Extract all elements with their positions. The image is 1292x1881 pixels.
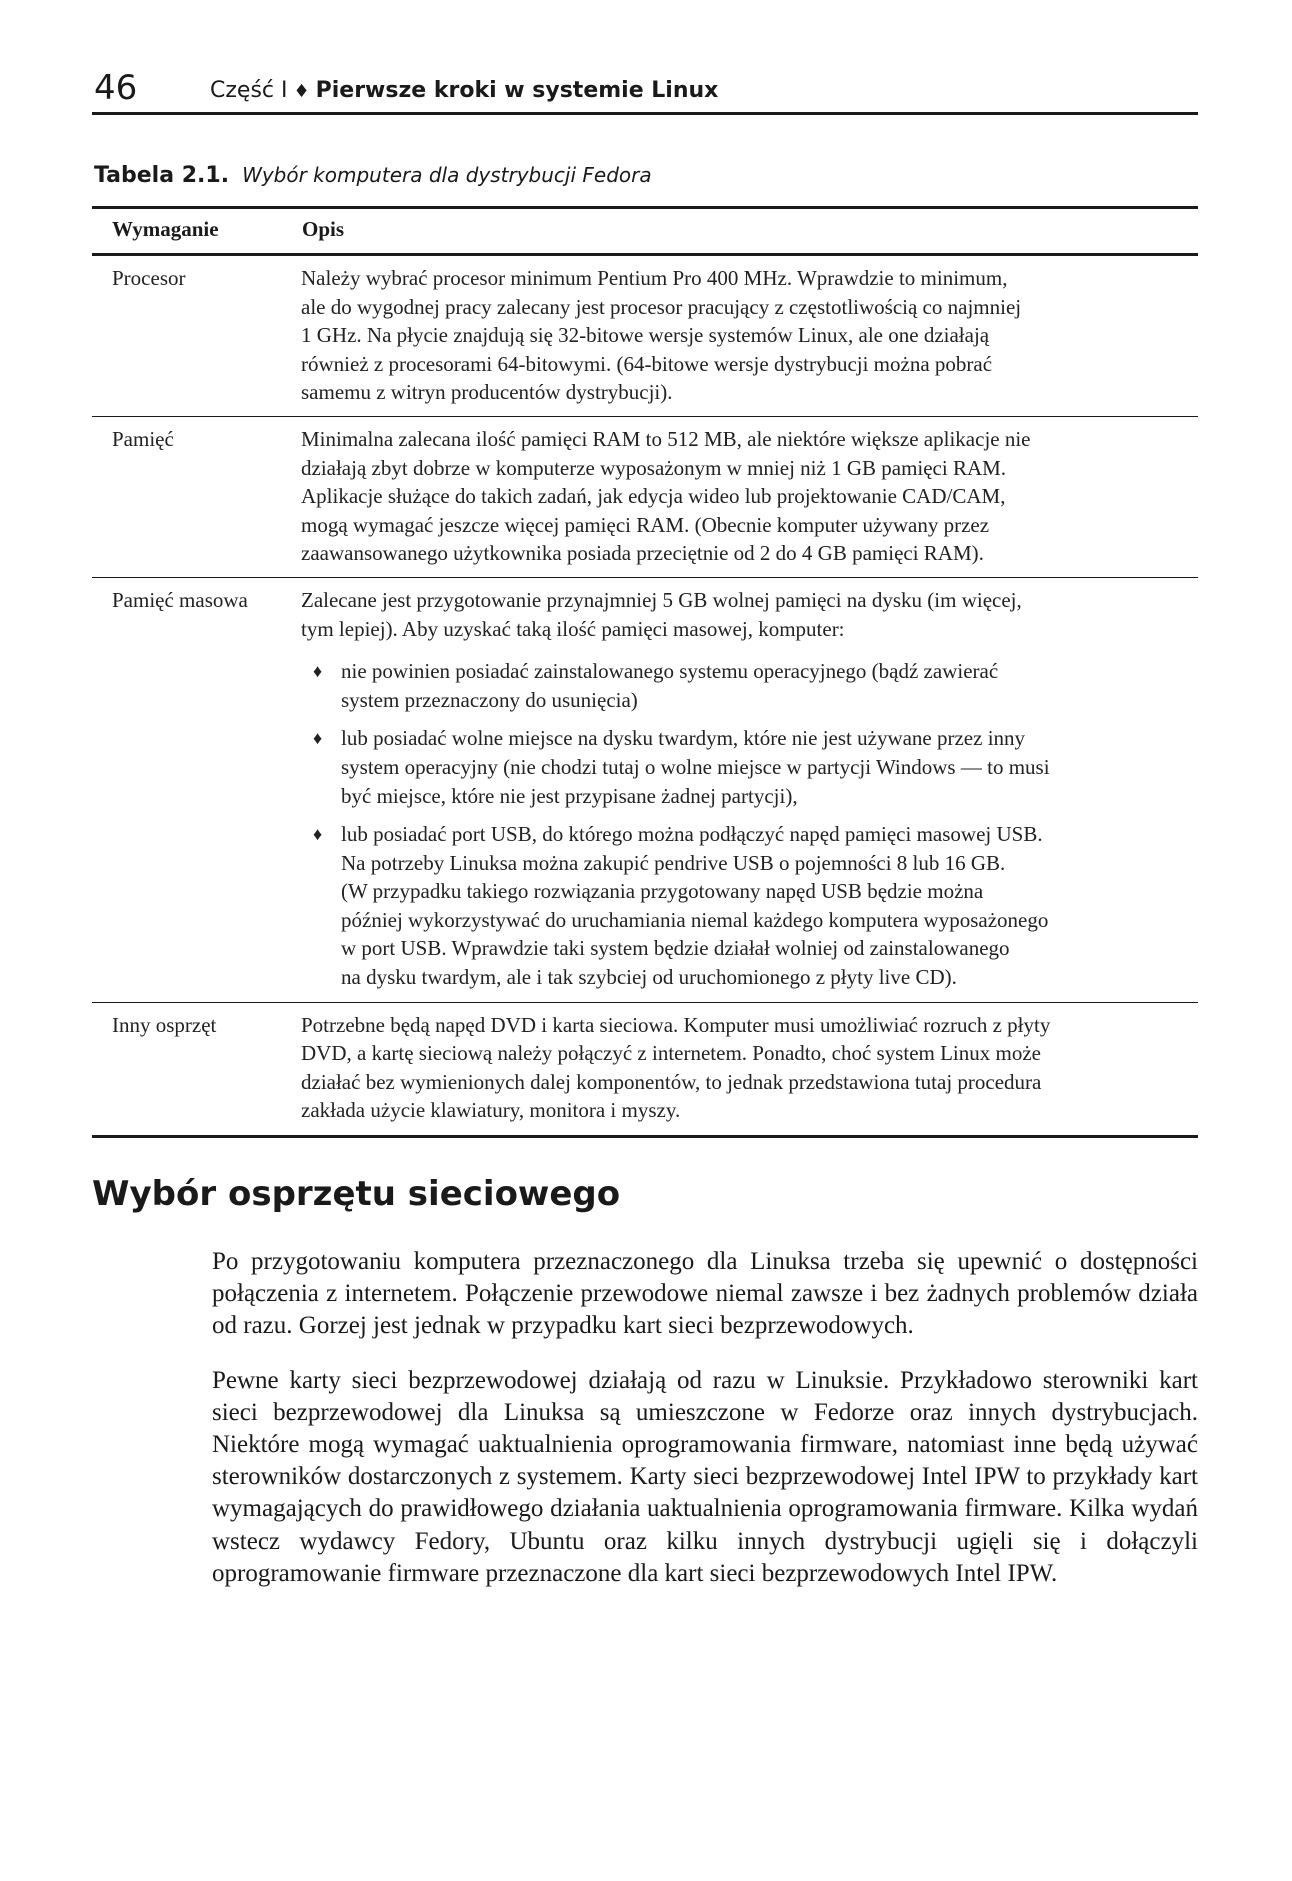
description-line: Aplikacje służące do takich zadań, jak edycja wideo lub projektowanie CAD/CAM, xyxy=(301,484,1006,509)
bullet-line: w port USB. Wprawdzie taki system będzie działał wolniej od zainstalowanego xyxy=(341,936,1010,961)
requirement-cell: Pamięć masowa xyxy=(112,587,248,612)
description-cell xyxy=(301,425,1171,568)
table-row xyxy=(92,1003,1198,1138)
description-line: mogą wymagać jeszcze więcej pamięci RAM. (Obecnie komputer używany przez xyxy=(301,512,990,537)
requirements-table xyxy=(92,206,1198,1138)
section-body xyxy=(212,1246,1198,1612)
body-paragraph: Pewne karty sieci bezprzewodowej działają od razu w Linuksie. Przykładowo sterowniki kart sieci bezprzewodowej dla Linuksa są umieszczone w Fedorze oraz innych dystrybucjach. Niektóre mogą wymagać uaktualnienia oprogramowania firmware, natomiast inne będą używać sterowników dostarczonych z systemem. Karty sieci bezprzewodowej Intel IPW to przykłady kart wymagających do prawidłowego działania uaktualnienia oprogramowania firmware. Kilka wydań wstecz wydawcy Fedory, Ubuntu oraz kilku innych dystrybucji ugięli się i dołączyli oprogramowanie firmware przeznaczone dla kart sieci bezprzewodowych Intel IPW. xyxy=(212,1366,1198,1587)
chapter-title: Pierwsze kroki w systemie Linux xyxy=(315,78,719,103)
table-row xyxy=(92,256,1198,417)
description-line: działać bez wymienionych dalej komponentów, to jednak przedstawiona tutaj procedura xyxy=(301,1069,1042,1094)
description-line: samemu z witryn producentów dystrybucji). xyxy=(301,380,673,405)
bullet-line: system operacyjny (nie chodzi tutaj o wolne miejsce w partycji Windows — to musi xyxy=(341,754,1050,779)
description-line: Należy wybrać procesor minimum Pentium Pro 400 MHz. Wprawdzie to minimum, xyxy=(301,266,1008,290)
running-header xyxy=(92,68,1198,115)
table-header-row xyxy=(92,209,1198,256)
description-line: Minimalna zalecana ilość pamięci RAM to 512 MB, ale niektóre większe aplikacje nie xyxy=(301,426,1031,451)
bullet-item xyxy=(301,657,1171,714)
description-cell xyxy=(301,586,1171,992)
diamond-icon: ♦ xyxy=(293,81,310,102)
description-line: DVD, a kartę sieciową należy połączyć z internetem. Ponadto, choć system Linux może xyxy=(301,1041,1041,1066)
body-paragraph: Po przygotowaniu komputera przeznaczonego dla Linuksa trzeba się upewnić o dostępności połączenia z internetem. Połączenie przewodowe niemal zawsze i bez żadnych problemów działa od razu. Gorzej jest jednak w przypadku kart sieci bezprzewodowych. xyxy=(212,1248,1198,1340)
description-line: zakłada użycie klawiatury, monitora i myszy. xyxy=(301,1098,681,1123)
description-cell xyxy=(301,1011,1171,1125)
requirement-cell: Procesor xyxy=(112,266,186,290)
description-cell xyxy=(301,264,1171,407)
bullet-line: lub posiadać wolne miejsce na dysku twardym, które nie jest używane przez inny xyxy=(341,726,1026,751)
diamond-bullet-icon: ♦ xyxy=(313,661,323,682)
bullet-item xyxy=(301,820,1171,992)
column-header-description: Opis xyxy=(302,217,345,241)
page-number: 46 xyxy=(94,68,138,108)
table-row xyxy=(92,578,1198,1003)
description-line: również z procesorami 64-bitowymi. (64-bitowe wersje dystrybucji można pobrać xyxy=(301,351,993,376)
bullet-item xyxy=(301,724,1171,810)
bullet-line: nie powinien posiadać zainstalowanego systemu operacyjnego (bądź zawierać xyxy=(341,659,999,684)
table-row xyxy=(92,417,1198,578)
bullet-line: lub posiadać port USB, do którego można podłączyć napęd pamięci masowej USB. xyxy=(341,822,1043,847)
bullet-line: (W przypadku takiego rozwiązania przygotowany napęd USB będzie można xyxy=(341,879,984,904)
description-line: Zalecane jest przygotowanie przynajmniej 5 GB wolnej pamięci na dysku (im więcej, xyxy=(301,587,1022,612)
bullet-line: Na potrzeby Linuksa można zakupić pendrive USB o pojemności 8 lub 16 GB. xyxy=(341,850,1006,875)
description-line: Potrzebne będą napęd DVD i karta sieciowa. Komputer musi umożliwiać rozruch z płyty xyxy=(301,1012,1051,1037)
diamond-bullet-icon: ♦ xyxy=(313,728,323,749)
table-label: Tabela 2.1. xyxy=(94,163,230,188)
bullet-line: system przeznaczony do usunięcia) xyxy=(341,687,638,712)
requirement-cell: Pamięć xyxy=(112,426,174,451)
bullet-line: być miejsce, które nie jest przypisane żadnej partycji), xyxy=(341,783,798,808)
requirement-cell: Inny osprzęt xyxy=(112,1012,217,1037)
table-title: Wybór komputera dla dystrybucji Fedora xyxy=(242,163,652,187)
diamond-bullet-icon: ♦ xyxy=(313,824,323,845)
part-label: Część I xyxy=(210,78,288,103)
description-line: tym lepiej). Aby uzyskać taką ilość pamięci masowej, komputer: xyxy=(301,616,845,641)
description-line: ale do wygodnej pracy zalecany jest procesor pracujący z częstotliwością co najmniej xyxy=(301,294,1022,319)
table-caption xyxy=(94,160,652,191)
bullet-line: później wykorzystywać do uruchamiania niemal każdego komputera wyposażonego xyxy=(341,907,1049,932)
bullet-line: na dysku twardym, ale i tak szybciej od uruchomionego z płyty live CD). xyxy=(341,965,957,990)
chapter-breadcrumb xyxy=(210,76,718,107)
description-line: działają zbyt dobrze w komputerze wyposażonym w mniej niż 1 GB pamięci RAM. xyxy=(301,455,1007,480)
description-line: zaawansowanego użytkownika posiada przeciętnie od 2 do 4 GB pamięci RAM). xyxy=(301,541,984,566)
description-line: 1 GHz. Na płycie znajdują się 32-bitowe wersje systemów Linux, ale one działają xyxy=(301,323,990,348)
section-heading: Wybór osprzętu sieciowego xyxy=(92,1174,621,1214)
column-header-requirement: Wymaganie xyxy=(112,217,219,241)
